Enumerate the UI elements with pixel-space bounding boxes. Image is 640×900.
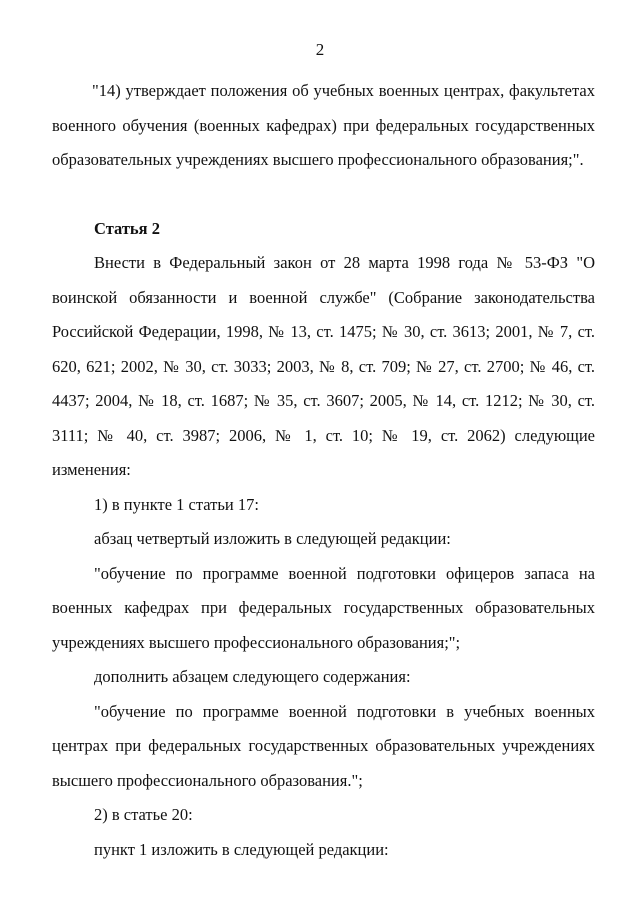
paragraph-quote-1: "обучение по программе военной подготовки офицеров запаса на военных кафедрах при федеральных государственных образовательных учреждениях высшего профессионального образования;"; bbox=[52, 563, 595, 652]
paragraph-point-1: 1) в пункте 1 статьи 17: bbox=[94, 494, 259, 514]
paragraph-instruction-2: дополнить абзацем следующего содержания: bbox=[94, 667, 411, 686]
paragraph-item-14: "14) утверждает положения об учебных военных центрах, факультетах военного обучения (военных кафедрах) при федеральных государственных образовательных учреждениях высшего профессионального образования;". bbox=[52, 81, 595, 169]
page-number: 2 bbox=[315, 40, 325, 59]
document-body bbox=[52, 74, 595, 867]
paragraph-instruction-3: пункт 1 изложить в следующей редакции: bbox=[94, 839, 389, 859]
paragraph-point-2: 2) в статье 20: bbox=[94, 805, 193, 824]
paragraph-instruction-1: абзац четвертый изложить в следующей редакции: bbox=[94, 529, 451, 548]
article-heading: Статья 2 bbox=[94, 218, 160, 238]
paragraph-quote-2: "обучение по программе военной подготовки в учебных военных центрах при федеральных государственных образовательных учреждениях высшего профессионального образования."; bbox=[52, 701, 595, 790]
paragraph-amendment-intro: Внести в Федеральный закон от 28 марта 1998 года № 53-ФЗ "О воинской обязанности и военной службе" (Собрание законодательства Российской Федерации, 1998, № 13, ст. 1475; № 30, ст. 3613; 2001, № 7, ст. 620, 621; 2002, № 30, ст. 3033; 2003, № 8, ст. 709; № 27, ст. 2700; № 46, ст. 4437; 2004, № 18, ст. 1687; № 35, ст. 3607; 2005, № 14, ст. 1212; № 30, ст. 3111; № 40, ст. 3987; 2006, № 1, ст. 10; № 19, ст. 2062) следующие изменения: bbox=[52, 253, 595, 479]
